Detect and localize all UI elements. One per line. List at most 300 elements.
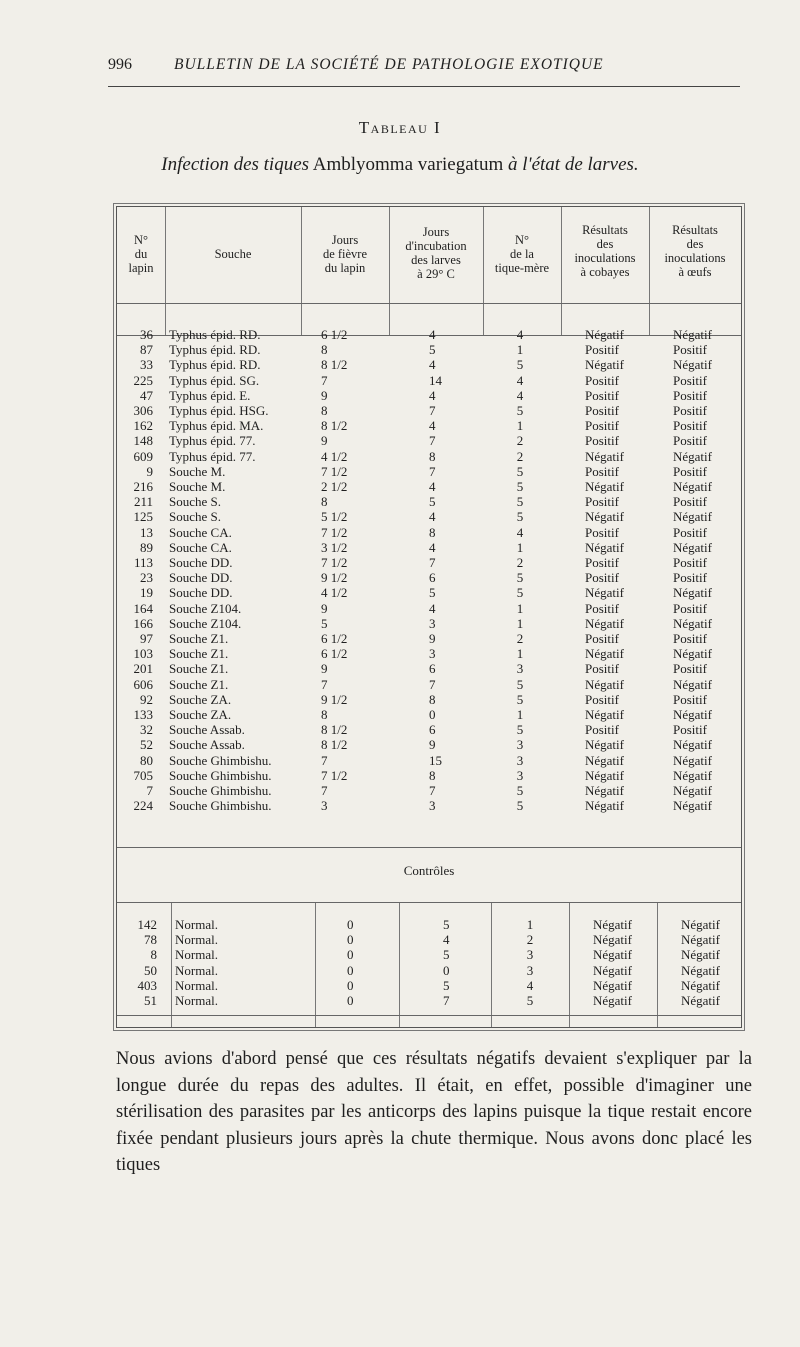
cell-cob: Négatif [593,917,632,932]
cell-incub: 8 [429,448,436,464]
cell-id: 36 [140,327,153,342]
cell-cob: Négatif [585,327,624,342]
cell-oeuf: Négatif [673,357,712,373]
cell-souche: Typhus épid. 77. [169,448,256,464]
page-header [108,56,740,87]
cell-mere: 4 [516,524,524,540]
table-row [117,449,741,464]
table-row [117,540,741,555]
cell-id: 224 [133,798,153,814]
cell-souche: Souche Ghimbishu. [169,752,272,768]
cell-cob: Positif [585,372,619,388]
cell-mere: 2 [516,433,524,449]
cell-souche: Souche M. [169,463,226,479]
cell-cob: Positif [585,463,619,479]
cell-oeuf: Positif [673,387,707,403]
cell-id: 133 [133,707,153,722]
header-tique-mere: N° de la tique-mère [494,233,550,275]
cell-souche: Souche DD. [169,570,233,586]
header-oeufs: Résultats des inoculations à œufs [664,223,726,279]
table-row [117,783,741,798]
caption-species: Amblyomma variegatum [312,154,504,175]
cell-mere: 2 [516,448,524,464]
cell-cob: Positif [585,600,619,616]
cell-id: 609 [133,448,153,464]
cell-fievre: 4 1/2 [321,448,348,464]
cell-cob: Négatif [585,767,624,783]
cell-id: 8 [150,947,157,963]
cell-mere: 5 [516,783,524,798]
cell-cob: Négatif [593,932,632,948]
cell-oeuf: Positif [673,661,707,677]
cell-oeuf: Négatif [673,615,712,631]
cell-oeuf: Positif [673,570,707,586]
cell-fievre: 0 [347,993,354,1008]
cell-fievre: 6 1/2 [321,327,348,342]
cell-incub: 3 [429,646,436,662]
cell-incub: 7 [429,676,436,692]
cell-id: 705 [133,767,153,783]
cell-mere: 4 [516,327,524,342]
cell-id: 166 [133,615,153,631]
cell-oeuf: Positif [673,524,707,540]
cell-cob: Négatif [585,585,624,601]
cell-incub: 15 [429,752,442,768]
cell-cob: Négatif [593,993,632,1008]
cell-oeuf: Positif [673,722,707,738]
table-row [117,768,741,783]
cell-id: 47 [140,387,153,403]
cell-incub: 5 [429,585,436,601]
cell-fievre: 5 1/2 [321,509,348,525]
cell-id: 216 [133,479,153,494]
cell-id: 162 [133,418,153,434]
cell-cob: Positif [585,722,619,738]
header-lapin: N° du lapin [128,233,154,275]
cell-cob: Négatif [585,357,624,373]
cell-id: 142 [137,917,157,932]
cell-fievre: 8 [321,494,328,510]
cell-cob: Négatif [585,479,624,494]
cell-souche: Typhus épid. E. [169,387,251,403]
cell-oeuf: Négatif [681,947,720,963]
cell-cob: Positif [585,403,619,418]
cell-fievre: 0 [347,947,354,963]
cell-mere: 1 [516,707,524,722]
cell-mere: 1 [516,342,524,358]
cell-id: 50 [144,962,157,978]
table-row [117,993,741,1008]
cell-mere: 3 [526,947,534,963]
table-row [117,616,741,631]
cell-cob: Négatif [585,737,624,753]
cell-oeuf: Positif [673,372,707,388]
cell-id: 7 [146,783,153,798]
cell-cob: Négatif [593,977,632,993]
running-title: BULLETIN DE LA SOCIÉTÉ DE PATHOLOGIE EXOTIQUE [174,56,604,73]
cell-oeuf: Positif [673,418,707,434]
cell-fievre: 7 1/2 [321,767,348,783]
cell-fievre: 3 [321,798,328,814]
cell-id: 306 [133,403,153,418]
cell-cob: Positif [585,433,619,449]
cell-fievre: 8 1/2 [321,357,348,373]
cell-oeuf: Négatif [673,646,712,662]
cell-incub: 6 [429,661,436,677]
cell-souche: Souche Ghimbishu. [169,783,272,798]
cell-mere: 5 [516,463,524,479]
cell-souche: Typhus épid. SG. [169,372,260,388]
cell-mere: 2 [516,631,524,646]
cell-cob: Positif [585,570,619,586]
cell-incub: 4 [429,387,436,403]
cell-mere: 5 [516,798,524,814]
cell-fievre: 8 [321,403,328,418]
cell-mere: 5 [526,993,534,1008]
table-row [117,585,741,600]
cell-incub: 0 [429,707,436,722]
table-title: Tableau I [358,118,442,137]
cell-incub: 8 [429,524,436,540]
cell-oeuf: Négatif [673,479,712,494]
cell-fievre: 8 1/2 [321,737,348,753]
cell-oeuf: Négatif [673,798,712,814]
cell-id: 19 [140,585,153,601]
table-row [117,692,741,707]
cell-id: 80 [140,752,153,768]
cell-cob: Positif [585,418,619,434]
cell-souche: Normal. [175,947,218,963]
table-row [117,357,741,372]
cell-fievre: 6 1/2 [321,646,348,662]
cell-incub: 4 [429,509,436,525]
cell-mere: 5 [516,357,524,373]
cell-fievre: 8 1/2 [321,722,348,738]
cell-id: 13 [140,524,153,540]
header-souche: Souche [214,247,252,261]
cell-souche: Normal. [175,917,218,932]
cell-fievre: 9 [321,433,328,449]
cell-incub: 7 [429,783,436,798]
cell-incub: 5 [429,494,436,510]
cell-mere: 4 [516,387,524,403]
cell-id: 225 [133,372,153,388]
table-row [117,342,741,357]
cell-mere: 3 [516,752,524,768]
cell-mere: 1 [516,600,524,616]
cell-cob: Positif [585,631,619,646]
cell-mere: 5 [516,509,524,525]
cell-incub: 3 [429,615,436,631]
cell-souche: Normal. [175,932,218,948]
cell-incub: 4 [429,418,436,434]
cell-id: 201 [133,661,153,677]
cell-id: 78 [144,932,157,948]
cell-souche: Normal. [175,977,218,993]
cell-incub: 7 [429,555,436,570]
cell-oeuf: Positif [673,691,707,707]
cell-oeuf: Négatif [673,752,712,768]
cell-mere: 1 [516,418,524,434]
cell-cob: Négatif [593,962,632,978]
cell-fievre: 0 [347,932,354,948]
cell-incub: 5 [443,977,450,993]
controls-rule [117,847,741,848]
cell-fievre: 3 1/2 [321,539,348,555]
table-row [117,677,741,692]
cell-incub: 4 [429,479,436,494]
cell-mere: 5 [516,570,524,586]
cell-mere: 1 [516,646,524,662]
cell-incub: 5 [443,917,450,932]
table-caption [0,154,800,176]
cell-souche: Souche CA. [169,524,232,540]
cell-incub: 3 [429,798,436,814]
cell-fievre: 0 [347,977,354,993]
cell-fievre: 8 1/2 [321,418,348,434]
cell-oeuf: Négatif [673,539,712,555]
cell-oeuf: Négatif [673,327,712,342]
cell-oeuf: Négatif [681,932,720,948]
cell-incub: 9 [429,631,436,646]
table-row [117,963,741,978]
cell-mere: 5 [516,676,524,692]
cell-cob: Négatif [585,752,624,768]
cell-cob: Négatif [585,676,624,692]
table-row [117,932,741,947]
cell-souche: Souche Z104. [169,600,242,616]
cell-id: 606 [133,676,153,692]
cell-fievre: 7 [321,752,328,768]
cell-cob: Positif [585,342,619,358]
cell-souche: Typhus épid. HSG. [169,403,269,418]
table-row [117,464,741,479]
cell-fievre: 7 [321,372,328,388]
cell-oeuf: Négatif [673,448,712,464]
cell-id: 51 [144,993,157,1008]
cell-incub: 4 [443,932,450,948]
cell-id: 23 [140,570,153,586]
cell-id: 52 [140,737,153,753]
cell-souche: Typhus épid. RD. [169,327,261,342]
cell-oeuf: Négatif [681,977,720,993]
table-row [117,418,741,433]
table-row [117,373,741,388]
cell-oeuf: Négatif [673,509,712,525]
cell-incub: 5 [429,342,436,358]
cell-oeuf: Négatif [673,737,712,753]
cell-cob: Positif [585,387,619,403]
cell-cob: Négatif [585,448,624,464]
cell-fievre: 9 1/2 [321,691,348,707]
table-row [117,388,741,403]
cell-id: 32 [140,722,153,738]
cell-id: 403 [137,977,157,993]
header-incubation: Jours d'incubation des larves à 29° C [405,225,467,281]
cell-oeuf: Négatif [673,676,712,692]
table-row [117,494,741,509]
cell-incub: 7 [429,433,436,449]
controls-label: Contrôles [403,863,455,878]
cell-souche: Souche S. [169,494,221,510]
cell-id: 97 [140,631,153,646]
table-row [117,947,741,962]
cell-id: 113 [133,555,153,570]
cell-souche: Souche Assab. [169,737,245,753]
cell-mere: 4 [516,372,524,388]
cell-souche: Souche DD. [169,585,233,601]
cell-mere: 2 [516,555,524,570]
cell-incub: 14 [429,372,442,388]
cell-souche: Souche Z1. [169,661,229,677]
cell-mere: 4 [526,977,534,993]
table-row [117,978,741,993]
cell-mere: 3 [526,962,534,978]
table-row [117,479,741,494]
cell-mere: 5 [516,479,524,494]
cell-id: 125 [133,509,153,525]
cell-id: 89 [140,539,153,555]
table-row [117,737,741,752]
cell-mere: 2 [526,932,534,948]
cell-cob: Positif [585,555,619,570]
cell-fievre: 9 [321,661,328,677]
cell-mere: 1 [516,539,524,555]
cell-fievre: 8 [321,342,328,358]
cell-id: 9 [146,463,153,479]
table-row [117,570,741,585]
cell-souche: Souche ZA. [169,691,232,707]
cell-souche: Normal. [175,993,218,1008]
cell-oeuf: Négatif [681,962,720,978]
cell-incub: 4 [429,327,436,342]
cell-incub: 8 [429,767,436,783]
cell-oeuf: Positif [673,463,707,479]
table-row [117,433,741,448]
cell-mere: 5 [516,403,524,418]
cell-souche: Typhus épid. MA. [169,418,264,434]
table-row [117,722,741,737]
table-row [117,327,741,342]
table-row [117,707,741,722]
cell-cob: Négatif [585,615,624,631]
cell-id: 92 [140,691,153,707]
cell-id: 164 [133,600,153,616]
cell-souche: Souche CA. [169,539,232,555]
cell-souche: Souche DD. [169,555,233,570]
cell-cob: Négatif [585,798,624,814]
results-table [116,206,742,1028]
cell-fievre: 7 [321,676,328,692]
cell-cob: Positif [585,494,619,510]
body-paragraph: Nous avions d'abord pensé que ces résultats négatifs devaient s'expliquer par la longue durée du repas des adultes. Il était, en effet, possible d'imaginer une stérilisation des parasites par les anticorps des lapins puisque la tique restait encore fixée pendant plusieurs jours après la chute thermique. Nous avons donc placé les tiques [116,1049,752,1175]
cell-oeuf: Positif [673,631,707,646]
cell-fievre: 6 1/2 [321,631,348,646]
cell-souche: Souche M. [169,479,226,494]
cell-oeuf: Positif [673,600,707,616]
cell-cob: Négatif [593,947,632,963]
cell-mere: 3 [516,767,524,783]
cell-souche: Souche Z104. [169,615,242,631]
cell-id: 148 [133,433,153,449]
cell-mere: 5 [516,691,524,707]
cell-incub: 7 [443,993,450,1008]
cell-fievre: 7 [321,783,328,798]
cell-id: 33 [140,357,153,373]
caption-part-1: Infection des tiques [161,154,310,175]
cell-cob: Positif [585,524,619,540]
cell-souche: Souche Ghimbishu. [169,767,272,783]
cell-souche: Typhus épid. RD. [169,357,261,373]
table-row [117,601,741,616]
cell-oeuf: Positif [673,342,707,358]
cell-fievre: 9 [321,600,328,616]
cell-souche: Normal. [175,962,218,978]
cell-incub: 4 [429,357,436,373]
page-number: 996 [108,56,132,73]
cell-oeuf: Négatif [673,585,712,601]
cell-oeuf: Positif [673,403,707,418]
cell-fievre: 0 [347,917,354,932]
cell-souche: Typhus épid. 77. [169,433,256,449]
table-row [117,917,741,932]
cell-oeuf: Négatif [681,993,720,1008]
table-row [117,555,741,570]
cell-mere: 5 [516,722,524,738]
cell-mere: 5 [516,585,524,601]
cell-fievre: 2 1/2 [321,479,348,494]
table-row [117,525,741,540]
cell-souche: Souche S. [169,509,221,525]
cell-oeuf: Négatif [673,783,712,798]
cell-oeuf: Positif [673,494,707,510]
cell-souche: Souche ZA. [169,707,232,722]
table-row [117,631,741,646]
cell-souche: Souche Z1. [169,676,229,692]
table-row [117,661,741,676]
cell-fievre: 4 1/2 [321,585,348,601]
cell-souche: Souche Assab. [169,722,245,738]
cell-cob: Négatif [585,509,624,525]
cell-oeuf: Négatif [673,707,712,722]
table-row [117,509,741,524]
cell-mere: 3 [516,661,524,677]
cell-fievre: 8 [321,707,328,722]
cell-mere: 1 [516,615,524,631]
table-row [117,403,741,418]
cell-oeuf: Négatif [673,767,712,783]
header-fievre: Jours de fièvre du lapin [322,233,368,275]
cell-incub: 8 [429,691,436,707]
cell-oeuf: Négatif [681,917,720,932]
table-row [117,753,741,768]
cell-incub: 0 [443,962,450,978]
cell-cob: Négatif [585,707,624,722]
cell-mere: 1 [526,917,534,932]
cell-oeuf: Positif [673,433,707,449]
cell-incub: 6 [429,722,436,738]
cell-incub: 4 [429,600,436,616]
cell-mere: 3 [516,737,524,753]
cell-mere: 5 [516,494,524,510]
cell-incub: 4 [429,539,436,555]
cell-incub: 7 [429,403,436,418]
cell-incub: 6 [429,570,436,586]
header-rule [117,303,741,304]
cell-cob: Négatif [585,646,624,662]
cell-fievre: 5 [321,615,328,631]
cell-cob: Négatif [585,539,624,555]
